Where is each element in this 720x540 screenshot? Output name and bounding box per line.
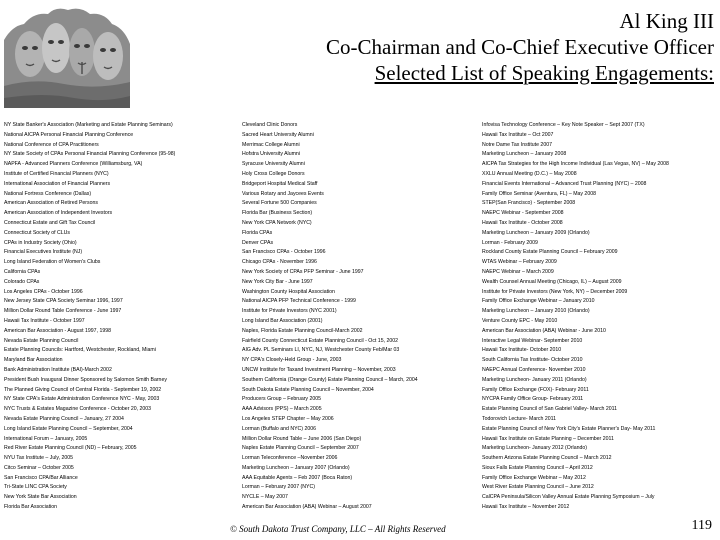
engagement-item: Producers Group – February 2005 — [242, 396, 322, 403]
engagement-item: California CPAs — [4, 268, 41, 275]
engagement-item: New York Society of CPAs PFP Seminar - June 1997 — [242, 268, 364, 275]
engagement-item: National Fortress Conference (Dallas) — [4, 190, 92, 197]
engagement-item: Naples, Florida Estate Planning Council-March 2002 — [242, 327, 363, 334]
engagement-item: Naples Estate Planning Council – September 2007 — [242, 445, 359, 452]
engagement-item: National AICPA PFP Technical Conference - 1999 — [242, 298, 356, 305]
engagement-item: Estate Planning Councils: Hartford, Westchester, Rockland, Miami — [4, 347, 156, 354]
engagement-item: NYC Trusts & Estates Magazine Conference - October 20, 2003 — [4, 406, 152, 413]
engagement-item: Long Island Bar Association (2001) — [242, 317, 323, 324]
engagement-item: Million Dollar Round Table Conference - June 1997 — [4, 308, 122, 315]
engagement-item: South California Tax Institute- October 2010 — [482, 357, 583, 364]
engagement-item: Southern California (Orange County) Estate Planning Council – March, 2004 — [242, 376, 418, 383]
engagement-item: Marketing Luncheon – January 2008 — [482, 151, 567, 158]
engagement-item: NYCPA Family Office Group- February 2011 — [482, 396, 584, 403]
engagement-item: Marketing Luncheon- January 2012 (Orlando) — [482, 445, 587, 452]
engagement-item: Sacred Heart University Alumni — [242, 131, 314, 138]
engagement-item: National Conference of CPA Practitioners — [4, 141, 99, 148]
engagement-item: Long Island Estate Planning Council – September, 2004 — [4, 425, 133, 432]
engagement-item: Venture County EPC - May 2010 — [482, 317, 558, 324]
engagement-item: San Francisco CPAs - October 1996 — [242, 249, 326, 256]
engagement-item: San Francisco CPA/Bar Alliance — [4, 474, 78, 481]
engagement-item: WTAS Webinar – February 2009 — [482, 259, 557, 266]
engagement-item: UNCW Institute for Taxand Investment Planning – November, 2003 — [242, 366, 396, 373]
engagement-item: Lorman – February 2007 (NYC) — [242, 484, 315, 491]
engagement-item: Various Rotary and Jaycees Events — [242, 190, 324, 197]
engagement-item: Financial Events International – Advanced Trust Planning (NYC) – 2008 — [482, 180, 647, 187]
mount-rushmore-image — [4, 4, 130, 108]
engagement-item: NY State CPA's Estate Administration Conference NYC - May, 2003 — [4, 396, 160, 403]
engagement-item: Estate Planning Council of New York City's Estate Planner's Day- May 2011 — [482, 425, 656, 432]
speaker-title: Co-Chairman and Co-Chief Executive Officer — [326, 35, 714, 59]
engagement-item: American Association of Independent Investors — [4, 210, 113, 217]
engagement-item: NYCLE – May 2007 — [242, 494, 288, 501]
engagement-item: NY CPA's Closely-Held Group - June, 2003 — [242, 357, 342, 364]
engagement-item: Holy Cross College Donors — [242, 170, 305, 177]
engagement-item: Todorovich Lecture- March 2011 — [482, 415, 557, 422]
engagement-item: Chicago CPAs - November 1996 — [242, 259, 317, 266]
engagement-item: Bank Administration Institute (BAI)-March 2002 — [4, 366, 112, 373]
engagement-item: AAA Advisors (PPS) – March 2005 — [242, 406, 322, 413]
engagement-item: New York CPA Network (NYC) — [242, 219, 312, 226]
engagement-item: President Bush Inaugural Dinner Sponsored by Salomon Smith Barney — [4, 376, 167, 383]
engagement-item: Connecticut Estate and Gift Tax Council — [4, 219, 96, 226]
engagement-item: NAPFA - Advanced Planners Conference (Williamsburg, VA) — [4, 161, 143, 168]
engagement-item: Nevada Estate Planning Council — [4, 337, 79, 344]
engagement-item: AAA Equitable Agents – Feb 2007 (Boca Raton) — [242, 474, 353, 481]
engagement-item: Wealth Counsel Annual Meeting (Chicago, IL) – August 2009 — [482, 278, 622, 285]
engagement-item: American Association of Retired Persons — [4, 200, 98, 207]
engagement-item: Marketing Luncheon – January 2009 (Orlando) — [482, 229, 590, 236]
slide-header — [140, 8, 714, 86]
engagement-item: American Bar Association - August 1997, 1998 — [4, 327, 111, 334]
engagement-item: Red River Estate Planning Council (ND) – February, 2005 — [4, 445, 137, 452]
engagement-item: Washington County Hospital Association — [242, 288, 335, 295]
engagement-item: Merrimac College Alumni — [242, 141, 300, 148]
engagement-item: Family Office Exchange Webinar – January 2010 — [482, 298, 595, 305]
engagement-item: Infovisa Technology Conference – Key Note Speaker – Sept 2007 (TX) — [482, 122, 645, 128]
engagements-list — [4, 121, 718, 521]
engagement-item: Colorado CPAs — [4, 278, 40, 285]
engagement-item: Hawaii Tax Institute - October 2008 — [482, 219, 563, 226]
engagement-item: CPAs in Industry Society (Ohio) — [4, 239, 77, 246]
engagement-item: Bridgeport Hospital Medical Staff — [242, 180, 318, 187]
engagement-item: Hawaii Tax Institute on Estate Planning – December 2011 — [482, 435, 614, 442]
engagement-item: Rockland County Estate Planning Council – February 2009 — [482, 249, 618, 256]
engagement-item: Lorman Teleconference –November 2006 — [242, 455, 338, 462]
engagement-item: New York State Bar Association — [4, 494, 77, 501]
engagements-column-3 — [482, 121, 718, 513]
speaker-name: Al King III — [619, 9, 714, 33]
mount-rushmore-icon — [4, 4, 130, 108]
engagement-item: CalCPA Peninsula/Silicon Valley Annual Estate Planning Symposium – July — [482, 494, 655, 501]
engagement-item: Interactive Legal Webinar- September 2010 — [482, 337, 583, 344]
engagement-item: NYU Tax Institute – July, 2005 — [4, 455, 74, 462]
engagement-item: Hofstra University Alumni — [242, 151, 300, 158]
page-number: 119 — [691, 518, 712, 533]
section-heading: Selected List of Speaking Engagements: — [374, 61, 714, 85]
engagement-item: Connecticut Society of CLUs — [4, 229, 71, 236]
engagement-item: Maryland Bar Association — [4, 357, 63, 364]
engagement-item: National AICPA Personal Financial Planning Conference — [4, 131, 134, 138]
engagement-item: Notre Dame Tax Institute 2007 — [482, 141, 552, 148]
engagement-item: South Dakota Estate Planning Council – November, 2004 — [242, 386, 374, 393]
engagement-item: Hawaii Tax Institute – Oct 2007 — [482, 131, 554, 138]
engagement-item: The Planned Giving Council of Central Florida - September 19, 2002 — [4, 386, 162, 393]
engagement-item: American Bar Association (ABA) Webinar – August 2007 — [242, 504, 372, 511]
engagement-item: Institute for Private Investors (New York, NY) – December 2009 — [482, 288, 628, 295]
engagement-item: Sioux Falls Estate Planning Council – April 2012 — [482, 464, 593, 471]
engagement-item: West River Estate Planning Council – June 2012 — [482, 484, 594, 491]
engagement-item: Marketing Luncheon – January 2007 (Orlando) — [242, 464, 350, 471]
engagement-item: Lorman (Buffalo and NYC) 2006 — [242, 425, 317, 432]
engagement-item: NY State Banker's Association (Marketing and Estate Planning Seminars) — [4, 122, 173, 128]
engagement-item: International Forum – January, 2005 — [4, 435, 88, 442]
engagement-item: International Association of Financial Planners — [4, 180, 111, 187]
engagement-item: NY State Society of CPAs Personal Financial Planning Conference (95-98) — [4, 151, 176, 158]
engagement-item: Long Island Federation of Women's Clubs — [4, 259, 101, 266]
engagement-item: NAEPC Annual Conference- November 2010 — [482, 366, 586, 373]
engagement-item: Several Fortune 500 Companies — [242, 200, 317, 207]
engagement-item: Citco Seminar – October 2005 — [4, 464, 74, 471]
engagement-item: Cleveland Clinic Donors — [242, 122, 298, 128]
engagement-item: Estate Planning Council of San Gabriel Valley- March 2011 — [482, 406, 618, 413]
engagement-item: NAEPC Webinar - September 2008 — [482, 210, 564, 217]
engagement-item: Florida Bar (Business Section) — [242, 210, 313, 217]
engagement-item: Florida Bar Association — [4, 504, 58, 511]
engagement-item: NAEPC Webinar – March 2009 — [482, 268, 554, 275]
engagement-item: Fairfield County Connecticut Estate Planning Council - Oct 15, 2002 — [242, 337, 398, 344]
engagement-item: Florida CPAs — [242, 229, 273, 236]
engagement-item: Institute for Private Investors (NYC 2001) — [242, 308, 337, 315]
engagement-item: Family Office Exchange Webinar – May 2012 — [482, 474, 586, 481]
engagement-item: Nevada Estate Planning Council – January, 27 2004 — [4, 415, 124, 422]
engagement-item: Southern Arizona Estate Planning Council – March 2012 — [482, 455, 612, 462]
engagement-item: Los Angeles STEP Chapter – May 2006 — [242, 415, 334, 422]
engagement-item: AICPA Tax Strategies for the High Income Individual (Las Vegas, NV) – May 2008 — [482, 161, 669, 168]
engagement-item: Financial Executives Institute (NJ) — [4, 249, 83, 256]
engagement-item: Lorman - February 2009 — [482, 239, 538, 246]
engagements-column-2 — [242, 121, 482, 513]
engagement-item: Marketing Luncheon – January 2010 (Orlando) — [482, 308, 590, 315]
engagement-item: Hawaii Tax Institute- October 2010 — [482, 347, 562, 354]
engagement-item: New Jersey State CPA Society Seminar 1996, 1997 — [4, 298, 123, 305]
engagement-item: Hawaii Tax Institute - October 1997 — [4, 317, 85, 324]
engagement-item: New York City Bar - June 1997 — [242, 278, 313, 285]
engagement-item: Family Office Exchange (FOX)- February 2011 — [482, 386, 589, 393]
engagement-item: XXLU Annual Meeting (D.C.) – May 2008 — [482, 170, 577, 177]
engagement-item: Hawaii Tax Institute – November 2012 — [482, 504, 570, 511]
engagement-item: Los Angeles CPAs - October 1996 — [4, 288, 83, 295]
engagement-item: Marketing Luncheon- January 2011 (Orlando) — [482, 376, 587, 383]
engagements-column-1 — [4, 121, 242, 513]
engagement-item: STEP(San Francisco) - September 2008 — [482, 200, 576, 207]
copyright-notice: © South Dakota Trust Company, LLC – All Rights Reserved — [230, 524, 446, 534]
engagement-item: Tri-State LINC CPA Society — [4, 484, 67, 491]
engagement-item: Denver CPAs — [242, 239, 274, 246]
engagement-item: American Bar Association (ABA) Webinar - June 2010 — [482, 327, 606, 334]
engagement-item: Million Dollar Round Table – June 2006 (San Diego) — [242, 435, 362, 442]
engagement-item: Institute of Certified Financial Planners (NYC) — [4, 170, 109, 177]
engagement-item: Syracuse University Alumni — [242, 161, 305, 168]
engagement-item: Family Office Seminar (Aventura, FL) – May 2008 — [482, 190, 596, 197]
engagement-item: AIG Adv. PL Seminars LI, NYC, NJ, Westchester County Feb/Mar 03 — [242, 347, 400, 354]
